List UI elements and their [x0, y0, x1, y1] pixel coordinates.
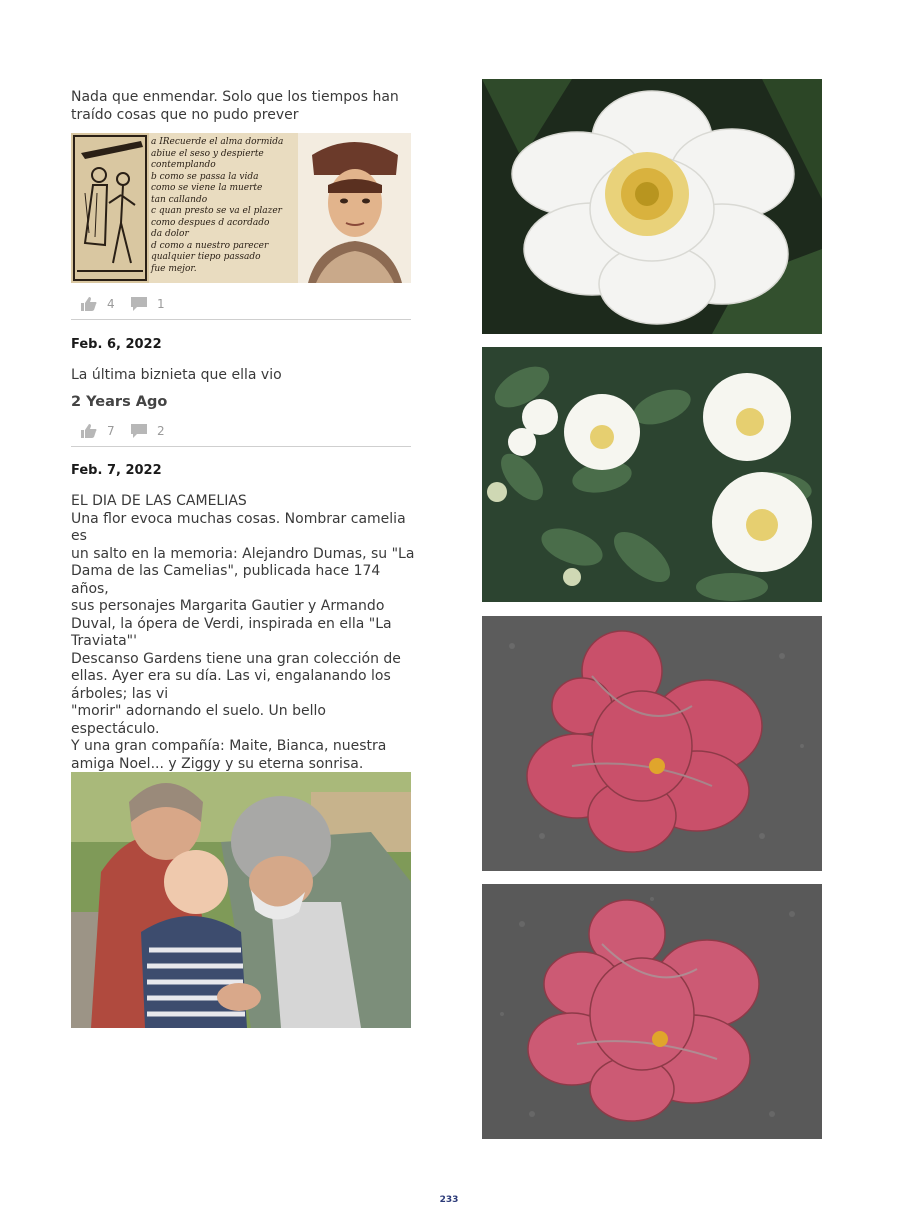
post3-line: Dama de las Camelias", publicada hace 174 años,: [71, 563, 381, 597]
comment-icon: [131, 297, 147, 311]
post1-comment-button[interactable]: [131, 297, 165, 311]
post3-line: amiga Noel... y Ziggy y su eterna sonrisa.: [71, 755, 364, 772]
post3-line: Una flor evoca muchas cosas. Nombrar camelia es: [71, 510, 406, 544]
woodcut-print: [71, 133, 298, 283]
post3-line: Descanso Gardens tiene una gran colección de: [71, 650, 401, 667]
portrait-image: [298, 133, 411, 283]
post1-comment-count: 1: [157, 297, 165, 311]
post2-comment-button[interactable]: [131, 424, 165, 438]
post3-line: "morir" adornando el suelo. Un bello espectáculo.: [71, 703, 326, 737]
white-camellia-photo: [482, 79, 822, 334]
post1-reactions: [71, 291, 411, 320]
post3-line: un salto en la memoria: Alejandro Dumas, su "La: [71, 545, 415, 562]
post2-comment-count: 2: [157, 424, 165, 438]
post3-line: ellas. Ayer era su día. Las vi, engalanando los: [71, 668, 391, 684]
post1-like-count: 4: [107, 297, 115, 311]
page-number: 233: [439, 1195, 459, 1205]
woodcut-verse: a IRecuerde el alma dormida abiue el seso y despierte contemplando b como se passa la vida como se viene la muerte tan callando c quan presto se va el plazer como despues d acordado da dolor d como a nuestro parecer qualquier tiepo passado fue mejor.: [151, 137, 284, 274]
post3-line: Traviata"': [71, 633, 137, 649]
post3-line: árboles; las vi: [71, 685, 169, 702]
thumbs-up-icon: [81, 424, 97, 438]
post3-line: sus personajes Margarita Gautier y Armando: [71, 598, 385, 614]
post2-like-button[interactable]: [81, 424, 115, 438]
post2-like-count: 7: [107, 424, 115, 438]
comment-icon: [131, 424, 147, 438]
post3-line: Duval, la ópera de Verdi, inspirada en ella "La: [71, 615, 392, 632]
intro-line-2: traído cosas que no pudo prever: [71, 107, 299, 123]
intro-line-1: Nada que enmendar. Solo que los tiempos han: [71, 89, 399, 105]
fallen-camellia-photo-2: [482, 884, 822, 1139]
family-photo: [71, 772, 411, 1028]
post2-time-ago: 2 Years Ago: [71, 394, 168, 410]
woodcut-image: [71, 133, 411, 283]
post2-reactions: [71, 418, 411, 447]
post3-date: Feb. 7, 2022: [71, 463, 162, 478]
fallen-camellia-photo-1: [482, 616, 822, 871]
thumbs-up-icon: [81, 297, 97, 311]
post1-like-button[interactable]: [81, 297, 115, 311]
woodcut-figure: [71, 133, 149, 283]
intro-text: [71, 88, 411, 124]
post3-line: Y una gran compañía: Maite, Bianca, nuestra: [71, 738, 387, 754]
post2-text: La última biznieta que ella vio: [71, 367, 282, 383]
post2-date: Feb. 6, 2022: [71, 337, 162, 352]
post3-line: EL DIA DE LAS CAMELIAS: [71, 493, 247, 509]
camellia-bush-photo: [482, 347, 822, 602]
